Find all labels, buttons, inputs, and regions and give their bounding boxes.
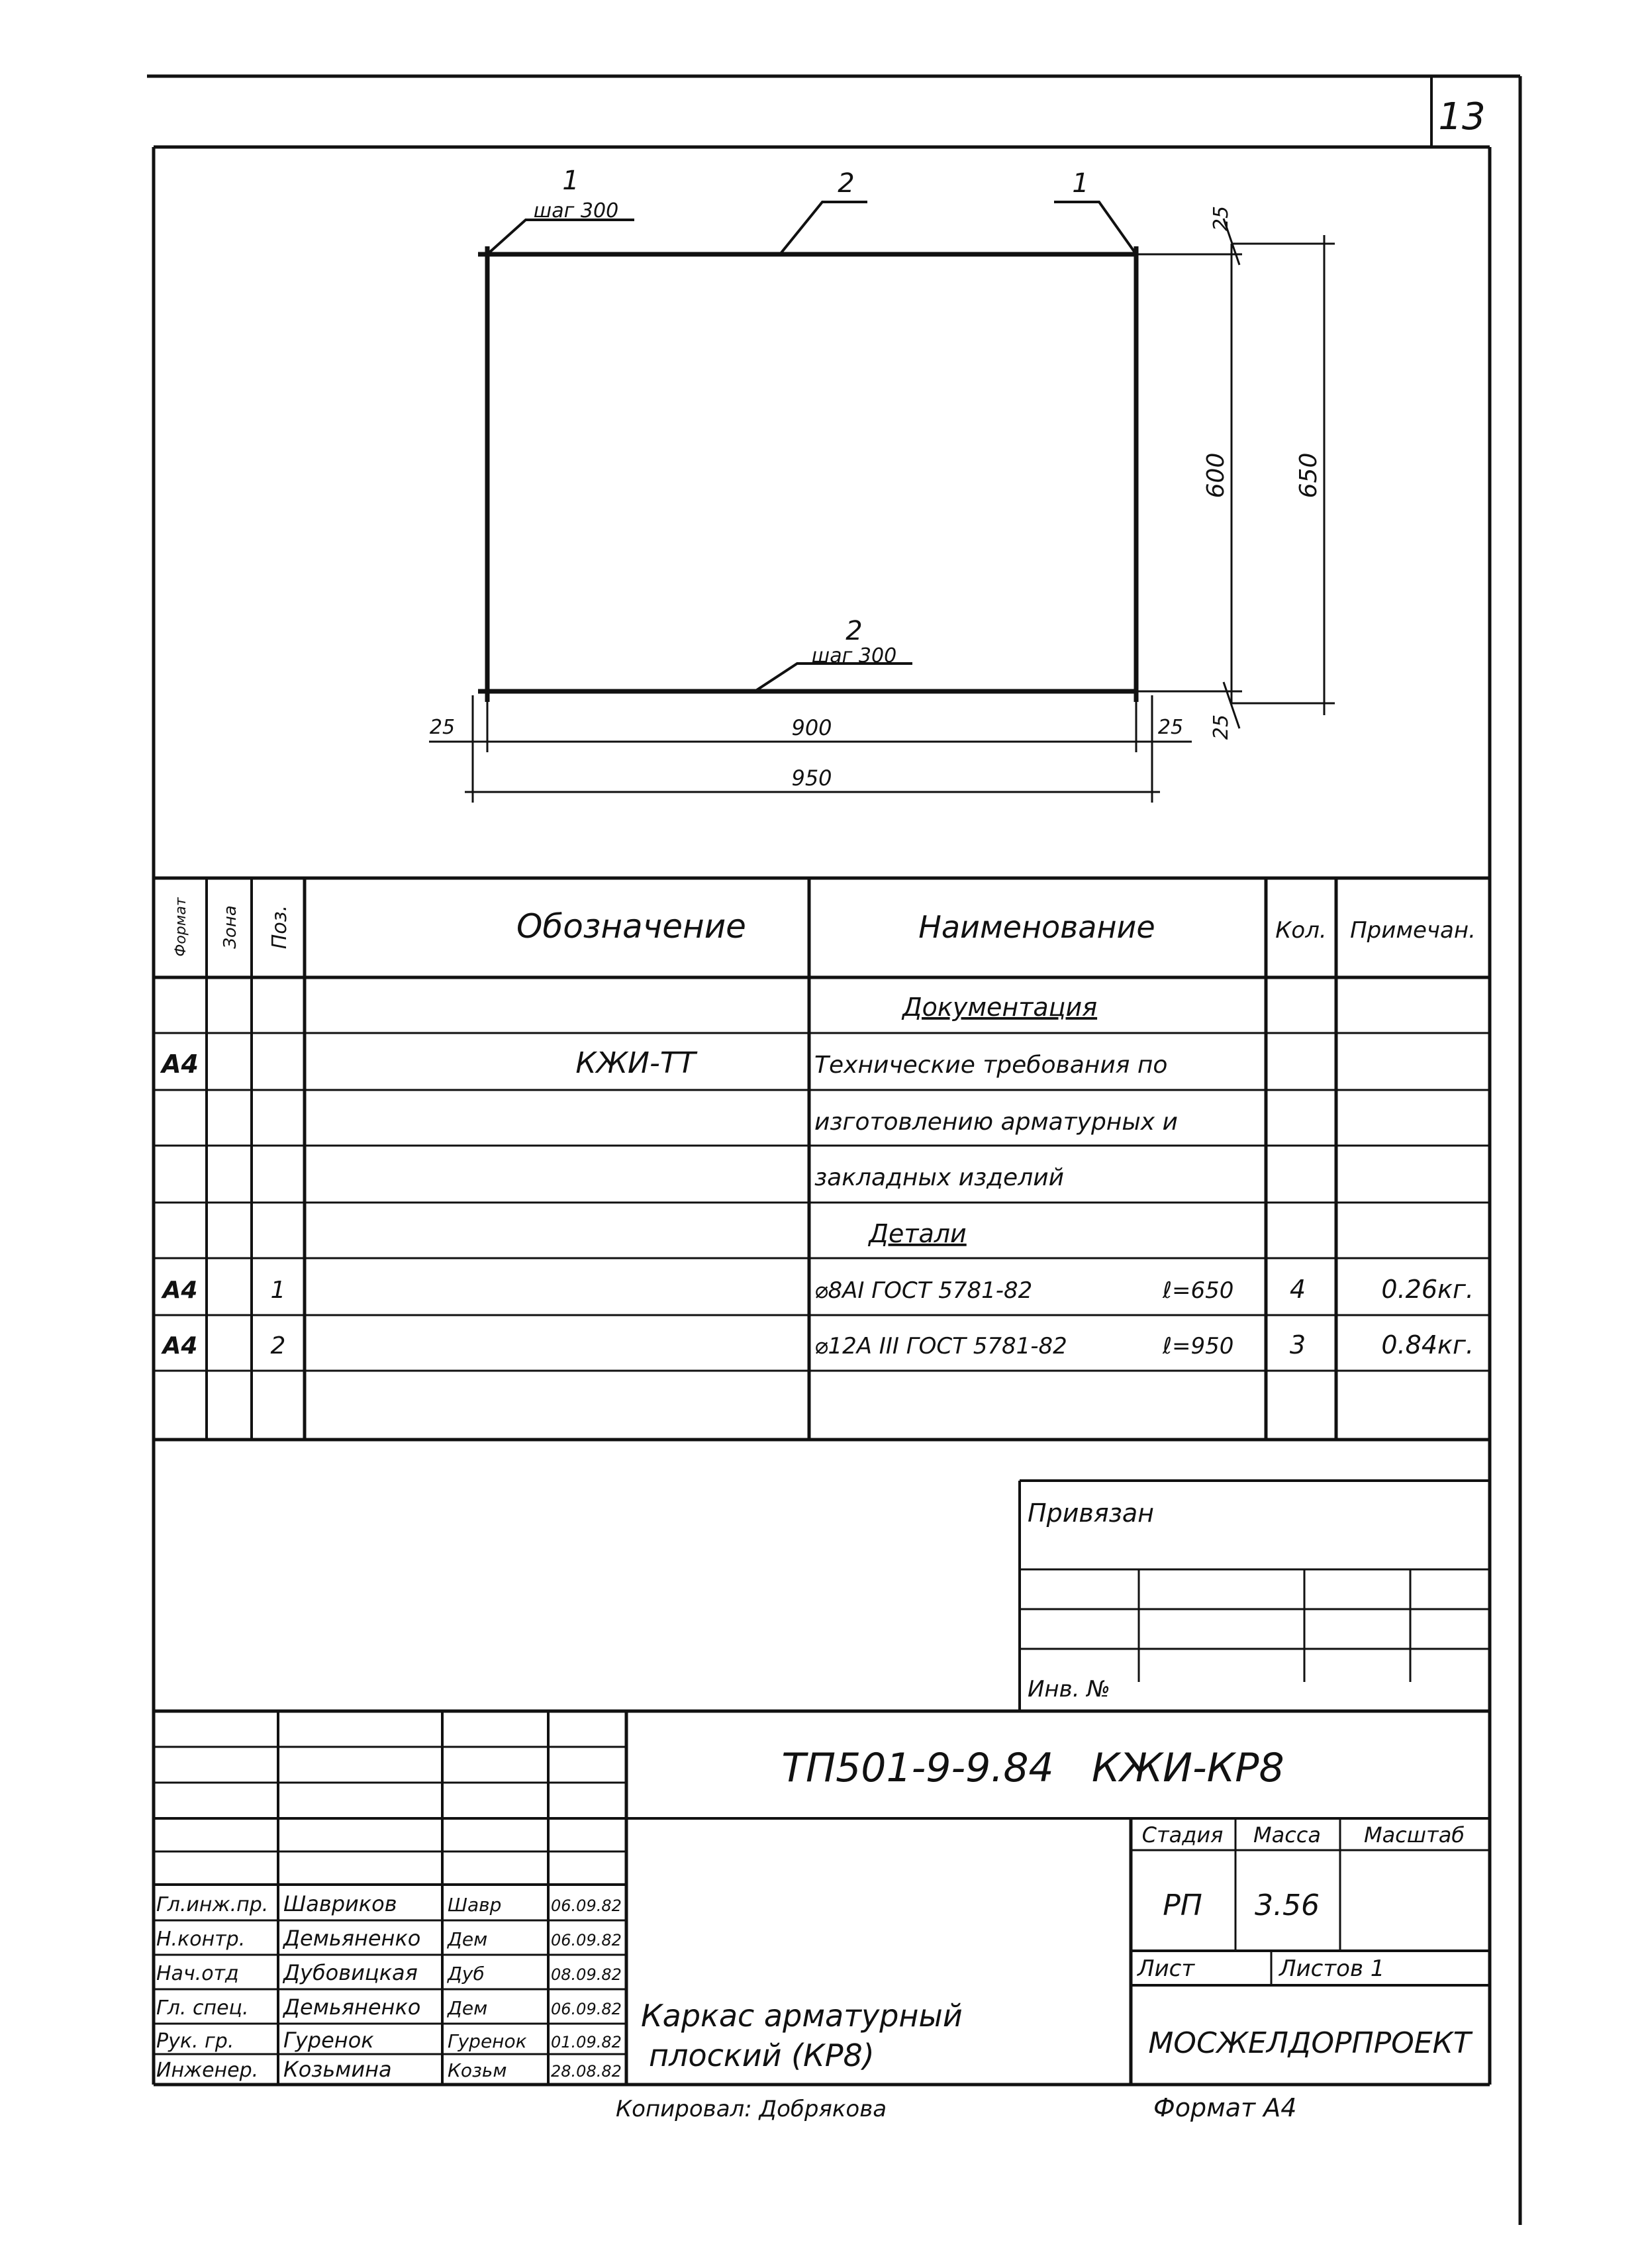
- format-label: Формат А4: [1153, 2093, 1297, 2122]
- signature-role: Рук. гр.: [156, 2030, 234, 2053]
- callout-pos-3: 1: [1072, 168, 1089, 199]
- header-name: Наименование: [918, 909, 1155, 945]
- callout-leader-1: [487, 220, 634, 254]
- signature-role: Инженер.: [156, 2059, 259, 2082]
- dim-top-offset: 25: [1210, 205, 1233, 232]
- dim-bottom-offset: 25: [1210, 714, 1233, 740]
- section-details: Детали: [869, 1219, 967, 1248]
- sheets-label: Листов 1: [1279, 1955, 1385, 1982]
- header-note: Примечан.: [1350, 917, 1476, 944]
- signature-date: 08.09.82: [551, 1965, 622, 1984]
- stage-value: РП: [1163, 1889, 1202, 1922]
- signature-name: Дубовицкая: [283, 1960, 418, 1985]
- signature-name: Гуренок: [283, 2028, 374, 2053]
- detail-row-2-qty: 3: [1289, 1330, 1306, 1359]
- callout-pos-2: 2: [838, 168, 855, 199]
- signature-role: Гл.инж.пр.: [156, 1893, 269, 1916]
- signature-sign: Гуренок: [448, 2030, 527, 2052]
- detail-row-2-name: ⌀12А III ГОСТ 5781-82: [814, 1333, 1067, 1359]
- doc-row-designation: КЖИ-ТТ: [575, 1046, 696, 1080]
- detail-row-1-name: ⌀8АI ГОСТ 5781-82: [814, 1277, 1033, 1304]
- callout-pos-1: 1: [562, 166, 579, 196]
- callout-note-4: шаг 300: [811, 644, 897, 667]
- detail-row-1-length: ℓ=650: [1163, 1277, 1234, 1304]
- callout-pos-4: 2: [845, 616, 863, 646]
- header-zone: Зона: [220, 905, 240, 949]
- drawing-title-line1: Каркас арматурный: [641, 1998, 963, 2034]
- callout-note-1: шаг 300: [533, 199, 619, 222]
- doc-row-name-line1: Технические требования по: [814, 1052, 1168, 1079]
- detail-row-2-length: ℓ=950: [1163, 1333, 1234, 1359]
- detail-row-2-pos: 2: [270, 1332, 286, 1359]
- binding-inv-label: Инв. №: [1028, 1676, 1110, 1702]
- doc-row-format: А4: [162, 1050, 199, 1079]
- detail-row-1-qty: 4: [1289, 1275, 1306, 1304]
- cage-drawing: [478, 202, 1137, 702]
- page-number: 13: [1438, 95, 1486, 138]
- sheet-label: Лист: [1137, 1955, 1195, 1982]
- detail-row-2-note: 0.84кг.: [1381, 1330, 1474, 1359]
- drawing-title-line2: плоский (КР8): [649, 2038, 875, 2073]
- mass-value: 3.56: [1255, 1889, 1320, 1922]
- binding-title: Привязан: [1028, 1499, 1154, 1528]
- detail-row-2-format: А4: [162, 1332, 198, 1359]
- signature-sign: Шавр: [448, 1894, 502, 1916]
- signature-sign: Козьм: [448, 2059, 507, 2081]
- doc-row-name-line3: закладных изделий: [814, 1164, 1064, 1191]
- header-designation: Обозначение: [516, 907, 746, 946]
- signature-date: 01.09.82: [551, 2033, 622, 2051]
- signature-name: Козьмина: [283, 2057, 392, 2082]
- signature-name: Шавриков: [283, 1891, 397, 1916]
- copied-by: Копировал: Добрякова: [616, 2096, 887, 2122]
- signature-sign: Дем: [448, 1928, 488, 1950]
- signature-date: 28.08.82: [551, 2062, 622, 2081]
- signature-role: Н.контр.: [156, 1928, 246, 1951]
- signature-sign: Дуб: [448, 1963, 485, 1985]
- stage-label: Стадия: [1141, 1822, 1224, 1848]
- mass-label: Масса: [1253, 1822, 1322, 1848]
- detail-row-1-pos: 1: [270, 1277, 286, 1304]
- signature-date: 06.09.82: [551, 1931, 622, 1949]
- signature-name: Демьяненко: [283, 1926, 421, 1951]
- doc-code: ТП501-9-9.84 КЖИ-КР8: [781, 1745, 1284, 1791]
- header-pos: Поз.: [268, 905, 291, 950]
- detail-row-1-format: А4: [162, 1277, 198, 1304]
- detail-row-1-note: 0.26кг.: [1381, 1275, 1474, 1304]
- dimension-lines: [429, 219, 1335, 803]
- organization: МОСЖЕЛДОРПРОЕКТ: [1148, 2026, 1471, 2060]
- header-format: Формат: [173, 897, 189, 957]
- dim-right-offset: 25: [1157, 716, 1184, 739]
- doc-row-name-line2: изготовлению арматурных и: [814, 1109, 1178, 1136]
- signature-date: 06.09.82: [551, 1897, 622, 1915]
- scale-label: Масштаб: [1363, 1822, 1465, 1848]
- dim-inner-height: 600: [1202, 452, 1230, 499]
- signature-role: Гл. спец.: [156, 1997, 249, 2020]
- dim-inner-width: 900: [791, 715, 832, 740]
- signature-name: Демьяненко: [283, 1995, 421, 2020]
- signature-role: Нач.отд: [156, 1962, 239, 1985]
- callout-leader-3: [1054, 202, 1136, 254]
- dim-left-offset: 25: [429, 716, 456, 739]
- callout-leader-2: [780, 202, 867, 254]
- header-qty: Кол.: [1275, 917, 1327, 944]
- section-documentation: Документация: [902, 993, 1098, 1022]
- dim-outer-width: 950: [791, 765, 832, 791]
- signature-date: 06.09.82: [551, 2000, 622, 2018]
- dim-outer-height: 650: [1295, 452, 1322, 499]
- signature-sign: Дем: [448, 1997, 488, 2019]
- callout-leader-4: [755, 664, 912, 691]
